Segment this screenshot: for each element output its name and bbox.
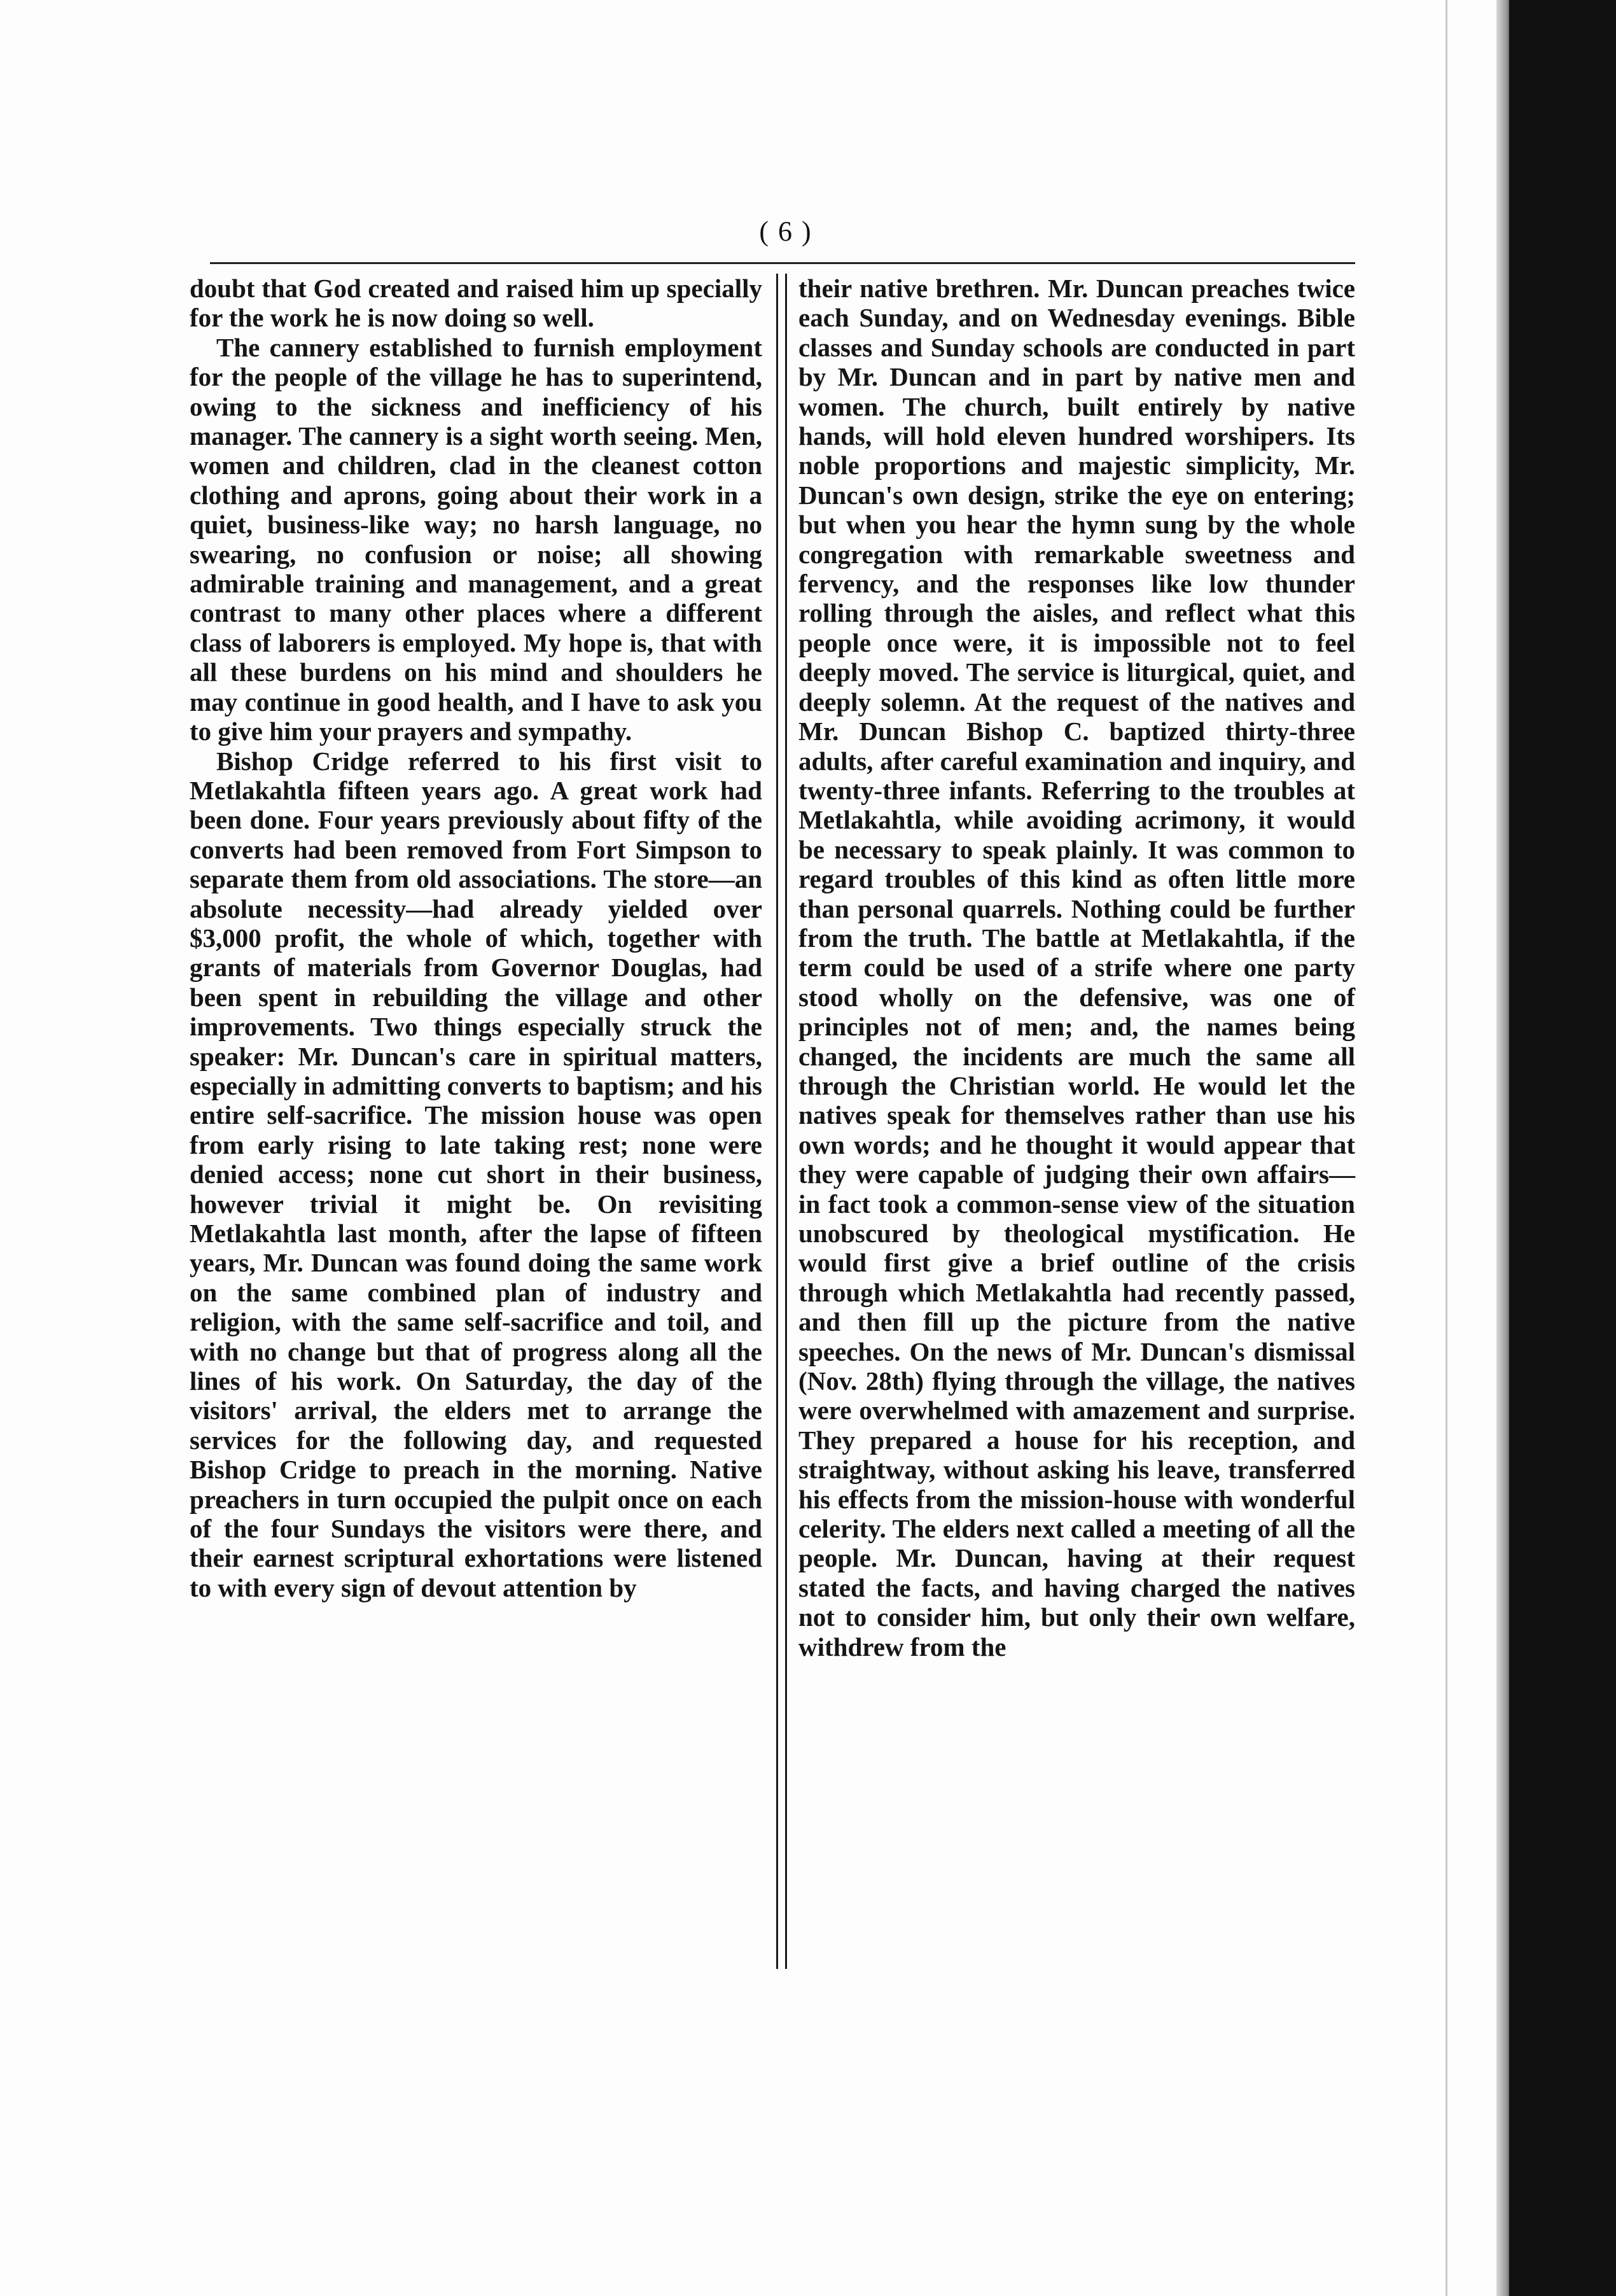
column-divider-right-rule — [785, 274, 787, 1969]
left-paragraph-2: The cannery established to furnish employment for the people of the village he has to superintend, owing to the sickness and inefficiency of his manager. The cannery is a sight worth seeing. Men, women and children, clad in the cleanest cotton clothing and aprons, going about their work in a quiet, business-like way; no harsh language, no swearing, no confusion or noise; all showing admirable training and management, and a great contrast to many other places where a different class of laborers is employed. My hope is, that with all these burdens on his mind and shoulders he may continue in good health, and I have to ask you to give him your prayers and sympathy. — [190, 332, 762, 746]
right-column — [798, 274, 1355, 1662]
right-paragraph-1: their native brethren. Mr. Duncan preaches twice each Sunday, and on Wednesday evenings. Bible classes and Sunday schools are conducted in part by Mr. Duncan and in part by native men and women. The church, built entirely by native hands, will hold eleven hundred worshipers. Its noble proportions and majestic simplicity, Mr. Duncan's own design, strike the eye on entering; but when you hear the hymn sung by the whole congregation with remarkable sweetness and fervency, and the responses like low thunder rolling through the aisles, and reflect what this people once were, it is impossible not to feel deeply moved. The service is liturgical, quiet, and deeply solemn. At the request of the natives and Mr. Duncan Bishop C. baptized thirty-three adults, after careful examination and inquiry, and twenty-three infants. Referring to the troubles at Metlakahtla, while avoiding acrimony, it would be necessary to speak plainly. It was common to regard troubles of this kind as often little more than personal quarrels. Nothing could be further from the truth. The battle at Metlakahtla, if the term could be used of a strife where one party stood wholly on the defensive, was one of principles not of men; and, the names being changed, the incidents are much the same all through the Christian world. He would let the natives speak for themselves rather than use his own words; and he thought it would appear that they were capable of judging their own affairs—in fact took a common-sense view of the situation unobscured by theological mystification. He would first give a brief outline of the crisis through which Metlakahtla had recently passed, and then fill up the picture from the native speeches. On the news of Mr. Duncan's dismissal (Nov. 28th) flying through the village, the natives were overwhelmed with amazement and surprise. They prepared a house for his reception, and straightway, without asking his leave, transferred his effects from the mission-house with wonderful celerity. The elders next called a meeting of all the people. Mr. Duncan, having at their request stated the facts, and having charged the natives not to consider him, but only their own welfare, withdrew from the — [798, 274, 1355, 1662]
left-paragraph-3: Bishop Cridge referred to his first visit to Metlakahtla fifteen years ago. A great work had been done. Four years previously about fifty of the converts had been removed from Fort Simpson to separate them from old associations. The store—an absolute necessity—had already yielded over $3,000 profit, the whole of which, together with grants of materials from Governor Douglas, had been spent in rebuilding the village and other improvements. Two things especially struck the speaker: Mr. Duncan's care in spiritual matters, especially in admitting converts to baptism; and his entire self-sacrifice. The mission house was open from early rising to late taking rest; none were denied access; none cut short in their business, however trivial it might be. On revisiting Metlakahtla last month, after the lapse of fifteen years, Mr. Duncan was found doing the same work on the same combined plan of industry and religion, with the same self-sacrifice and toil, and with no change but that of progress along all the lines of his work. On Saturday, the day of the visitors' arrival, the elders met to arrange the services for the following day, and requested Bishop Cridge to preach in the morning. Native preachers in turn occupied the pulpit once on each of the four Sundays the visitors were there, and their earnest scriptural exhortations were listened to with every sign of devout attention by — [190, 746, 762, 1602]
left-paragraph-1: doubt that God created and raised him up specially for the work he is now doing so well. — [190, 274, 762, 333]
scan-dark-margin — [1509, 0, 1616, 2296]
column-divider-left-rule — [776, 274, 778, 1969]
header-rule — [210, 262, 1355, 264]
left-column — [190, 274, 762, 1602]
page-number: ( 6 ) — [759, 216, 812, 247]
page-fold-line — [1445, 0, 1447, 2296]
